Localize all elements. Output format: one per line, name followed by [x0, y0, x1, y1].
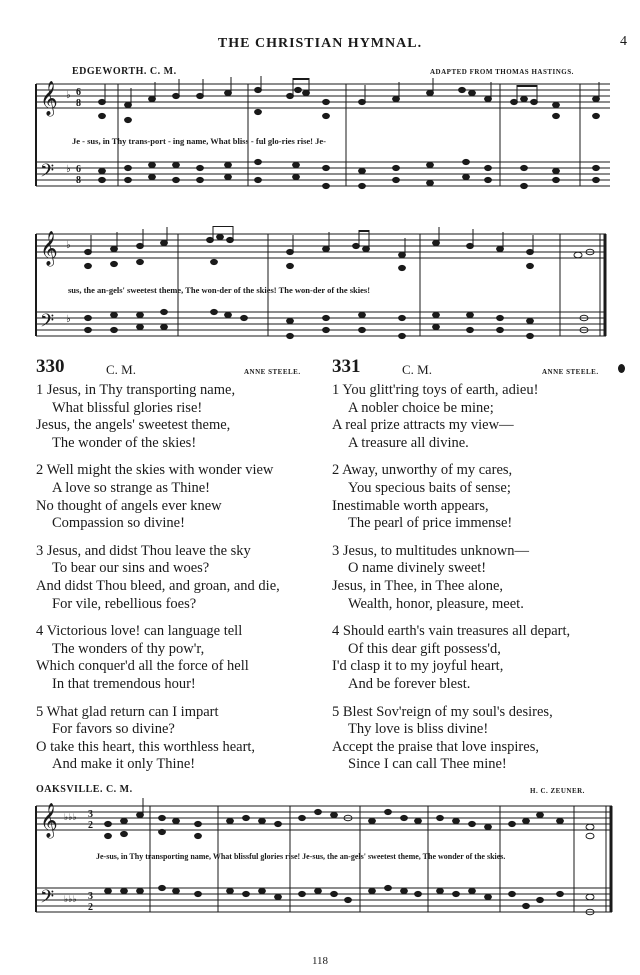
verse	[332, 382, 632, 452]
verse-line: A real prize attracts my view—	[332, 417, 514, 434]
svg-text:𝄞: 𝄞	[40, 803, 58, 838]
verse-line: The wonder of the skies!	[52, 434, 197, 451]
svg-text:♭♭♭: ♭♭♭	[64, 812, 77, 822]
verse-line: 1 Jesus, in Thy transporting name,	[36, 382, 236, 398]
verse-line: You specious baits of sense;	[348, 479, 511, 496]
ink-blot	[618, 364, 625, 373]
svg-text:6: 6	[76, 164, 81, 175]
tune-attribution-oaksville: H. C. ZEUNER.	[530, 787, 585, 795]
svg-text:𝄢: 𝄢	[40, 311, 55, 336]
svg-text:2: 2	[88, 820, 93, 831]
verse	[332, 623, 632, 693]
verse-line: O take this heart, this worthless heart,	[36, 738, 256, 755]
verse-line: I'd clasp it to my joyful heart,	[332, 658, 504, 675]
verse-line: A treasure all divine.	[348, 434, 469, 451]
verse-line: Jesus, the angels' sweetest theme,	[36, 417, 231, 434]
tune-attribution-edgeworth: ADAPTED FROM THOMAS HASTINGS.	[430, 68, 574, 76]
verse	[332, 462, 632, 532]
verse-line: 5 What glad return can I impart	[36, 703, 219, 720]
svg-text:♭: ♭	[66, 90, 71, 101]
verse	[332, 543, 632, 613]
verse-line: A nobler choice be mine;	[348, 399, 494, 416]
lyrics-edgeworth-line-1: Je - sus, in Thy trans-port - ing name, What bliss - ful glo-ries rise! Je-	[72, 136, 326, 146]
page-header: THE CHRISTIAN HYMNAL.	[217, 36, 423, 51]
tune-name-edgeworth: EDGEWORTH. C. M.	[72, 66, 177, 77]
verse	[36, 543, 328, 613]
svg-text:♭: ♭	[66, 164, 71, 175]
verse-line: No thought of angels ever knew	[36, 497, 222, 514]
verse	[36, 623, 328, 693]
lyrics-edgeworth-line-2: sus, the an-gels' sweetest theme, The won-der of the skies! The won-der of the skies!	[68, 285, 371, 295]
verse-line: What blissful glories rise!	[52, 399, 203, 416]
hymn-number-330: 330	[36, 356, 65, 377]
svg-text:♭: ♭	[66, 314, 71, 325]
svg-text:3: 3	[88, 891, 93, 902]
verse-line: Accept the praise that love inspires,	[332, 738, 539, 755]
verse-line: For favors so divine?	[52, 721, 175, 738]
verse-line: The pearl of price immense!	[348, 515, 513, 532]
svg-text:𝄢: 𝄢	[40, 161, 55, 186]
verse-line: Thy love is bliss divine!	[348, 721, 489, 738]
verse	[332, 704, 632, 774]
hymn-meter-330: C. M.	[106, 362, 136, 377]
svg-text:♭♭♭: ♭♭♭	[64, 894, 77, 904]
verse-line: A love so strange as Thine!	[52, 479, 210, 496]
verse-line: For vile, rebellious foes?	[52, 595, 197, 612]
verse-line: The wonders of thy pow'r,	[52, 640, 205, 657]
svg-text:6: 6	[76, 87, 81, 98]
svg-text:𝄢: 𝄢	[40, 887, 55, 912]
hymn-meter-331: C. M.	[402, 362, 432, 377]
verse-line: 1 You glitt'ring toys of earth, adieu!	[332, 382, 539, 398]
svg-text:𝄞: 𝄞	[40, 81, 58, 116]
verse-line: Since I can call Thee mine!	[348, 756, 507, 773]
verse-line: 3 Jesus, and didst Thou leave the sky	[36, 542, 251, 559]
verse-line: 2 Away, unworthy of my cares,	[332, 462, 513, 479]
hymn-330-text	[36, 382, 328, 784]
verse-line: And be forever blest.	[348, 675, 471, 692]
verse-line: And didst Thou bleed, and groan, and die,	[36, 577, 280, 594]
corner-mark: 4	[620, 34, 627, 49]
svg-text:♭: ♭	[66, 240, 71, 251]
verse-line: Of this dear gift possess'd,	[348, 640, 501, 657]
hymn-number-331: 331	[332, 356, 361, 377]
verse-line: Which conquer'd all the force of hell	[36, 658, 249, 675]
verse-line: Wealth, honor, pleasure, meet.	[348, 595, 524, 612]
svg-text:3: 3	[88, 809, 93, 820]
verse-line: Jesus, in Thee, in Thee alone,	[332, 577, 504, 594]
music-system-3	[0, 792, 640, 952]
hymn-author-330: ANNE STEELE.	[244, 368, 301, 376]
hymn-author-331: ANNE STEELE.	[542, 368, 599, 376]
lyrics-oaksville: Je-sus, in Thy transporting name, What blissful glories rise! Je-sus, the an-gels' sweetest theme, The wonder of the skies.	[96, 852, 506, 861]
verse-line: To bear our sins and woes?	[52, 560, 210, 577]
verse-line: 5 Blest Sov'reign of my soul's desires,	[332, 703, 553, 720]
tune-name-oaksville: OAKSVILLE. C. M.	[36, 784, 133, 795]
verse-line: O name divinely sweet!	[348, 560, 487, 577]
svg-text:2: 2	[88, 902, 93, 913]
verse-line: Inestimable worth appears,	[332, 497, 489, 514]
svg-text:8: 8	[76, 175, 81, 186]
verse	[36, 462, 328, 532]
verse-line: In that tremendous hour!	[52, 675, 196, 692]
verse-line: And make it only Thine!	[52, 756, 196, 773]
verse-line: 3 Jesus, to multitudes unknown—	[332, 542, 529, 559]
verse-line: 4 Should earth's vain treasures all depart,	[332, 623, 571, 640]
verse-line: Compassion so divine!	[52, 515, 185, 532]
svg-text:8: 8	[76, 98, 81, 109]
svg-text:𝄞: 𝄞	[40, 231, 58, 266]
verse-line: 2 Well might the skies with wonder view	[36, 462, 274, 479]
verse-line: 4 Victorious love! can language tell	[36, 623, 243, 640]
verse	[36, 382, 328, 452]
page-number: 118	[311, 955, 329, 967]
hymn-331-text	[332, 382, 632, 784]
verse	[36, 704, 328, 774]
